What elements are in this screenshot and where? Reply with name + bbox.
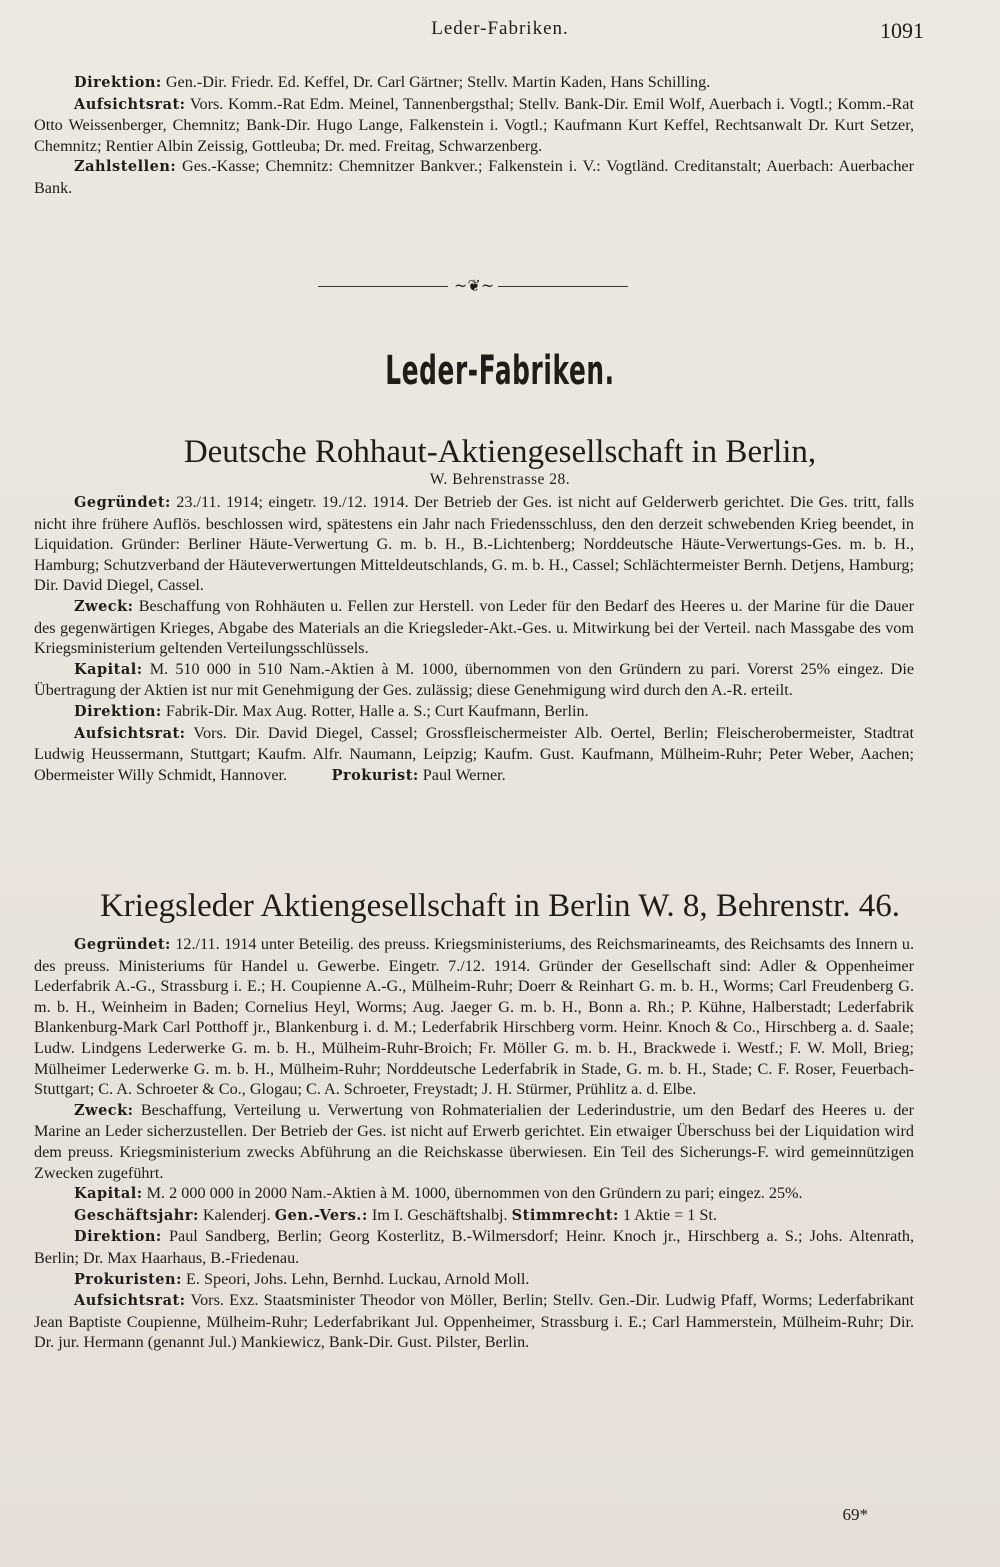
entry-text: Im I. Geschäftshalbj.	[371, 1205, 508, 1224]
entry-label: Aufsichtsrat:	[74, 1292, 186, 1310]
entry-paragraph	[34, 1269, 914, 1291]
divider-rule	[498, 286, 628, 287]
entry-paragraph	[34, 659, 914, 701]
entry-paragraph	[34, 701, 914, 723]
entry-paragraph	[34, 492, 914, 596]
entry-paragraph	[34, 596, 914, 659]
entry-text: M. 2 000 000 in 2000 Nam.-Aktien à M. 1000, übernommen von den Gründern zu pari; eingez. 25%.	[146, 1184, 803, 1203]
entry-label: Zweck:	[74, 597, 134, 615]
entry-text: Beschaffung von Rohhäuten u. Fellen zur Herstell. von Leder für den Bedarf des Heeres u. der Marine für die Dauer des gegenwärtigen Krieges, Abgabe des Materials an die Kriegsleder-Akt.-Ges. u. Mitwirkung bei der Verteil. nach Massgabe des vom Kriegsministerium geltenden Verteilungsschlüssels.	[34, 596, 914, 658]
entry-text: Fabrik-Dir. Max Aug. Rotter, Halle a. S.; Curt Kaufmann, Berlin.	[165, 701, 589, 720]
entry-label: Gegründet:	[74, 494, 171, 511]
entry-label: Gegründet:	[74, 936, 171, 953]
entry-label: Direktion:	[74, 74, 162, 91]
entry-label: Aufsichtsrat:	[74, 95, 186, 113]
ornamental-divider	[318, 276, 628, 296]
entry-paragraph	[34, 1226, 914, 1268]
page-number: 1091	[880, 18, 924, 43]
entry-label: Direktion:	[74, 702, 162, 720]
top-entry	[34, 72, 914, 199]
entry-paragraph	[34, 1100, 914, 1183]
company-address: W. Behrenstrasse 28.	[429, 471, 571, 488]
entry-label: Kapital:	[74, 1185, 143, 1203]
entry-label: Stimmrecht:	[511, 1206, 619, 1224]
entry-text: Paul Werner.	[422, 765, 506, 784]
entry-text: Beschaffung, Verteilung u. Verwertung von Rohmaterialien der Lederindustrie, um den Bedarf des Heeres u. der Marine an Leder sicherzustellen. Der Betrieb der Ges. ist nicht auf Erwerb gerichtet. Ein etwaiger Überschuss bei der Liquidation wird dem preuss. Kriegsministerium zwecks Abführung an die Reichskasse überwiesen. Ein Teil des Sicherungs-F. wird gemeinnützigen Zwecken zugeführt.	[34, 1100, 915, 1182]
entry-text: M. 510 000 in 510 Nam.-Aktien à M. 1000, übernommen von den Gründern zu pari. Vorerst 25% eingez. Die Übertragung der Aktien ist nur mit Genehmigung der Ges. zulässig; diese Genehmigung wird durch den A.-R. erteilt.	[34, 659, 915, 700]
entry-label: Zweck:	[74, 1101, 134, 1119]
company2-entry	[34, 934, 914, 1353]
section-title: Leder-Fabriken.	[385, 348, 615, 394]
folio-mark: 69*	[842, 1505, 868, 1524]
entry-text: Gen.-Dir. Friedr. Ed. Keffel, Dr. Carl Gärtner; Stellv. Martin Kaden, Hans Schilling.	[165, 73, 711, 91]
entry-label: Direktion:	[74, 1228, 162, 1246]
entry-paragraph	[34, 156, 914, 198]
entry-label: Geschäftsjahr:	[74, 1206, 199, 1224]
divider-rule	[318, 286, 448, 287]
entry-paragraph	[34, 934, 914, 1100]
divider-ornament: ~❦~	[454, 276, 495, 295]
company-title: Kriegsleder Aktiengesellschaft in Berlin W. 8, Behrenstr. 46.	[99, 888, 901, 924]
entry-label: Zahlstellen:	[74, 158, 177, 176]
entry-paragraph	[34, 1183, 914, 1205]
entry-paragraph	[34, 1290, 914, 1353]
entry-text: 23./11. 1914; eingetr. 19./12. 1914. Der Betrieb der Ges. ist nicht auf Gelderwerb gerichtet. Die Ges. tritt, falls nicht ihre frühere Auflös. beschlossen wird, spätestens ein Jahr nach Friedensschluss, den den derzeit schwebenden Krieg beendet, in Liquidation. Gründer: Berliner Häute-Verwertung G. m. b. H., B.-Lichtenberg; Norddeutsche Häute-Verwertungs-Ges. m. b. H., Hamburg; Schutzverband der Häuteverwertungen Mitteldeutschlands, G. m. b. H., Cassel; Schlächtermeister Bernh. Detjens, Hamburg; Dir. David Diegel, Cassel.	[34, 493, 914, 595]
entry-label: Kapital:	[74, 660, 143, 678]
company1-entry	[34, 492, 914, 786]
running-head-title: Leder-Fabriken.	[431, 18, 569, 39]
entry-text: Ges.-Kasse; Chemnitz: Chemnitzer Bankver.; Falkenstein i. V.: Vogtländ. Creditanstalt; Auerbach: Auerbacher Bank.	[34, 157, 914, 197]
entry-text: Kalenderj.	[202, 1205, 271, 1224]
entry-text: Vors. Dir. David Diegel, Cassel; Grossfleischermeister Alb. Oertel, Berlin; Fleischerobermeister, Stadtrat Ludwig Heussermann, Stuttgart; Kaufm. Alfr. Naumann, Leipzig; Kaufm. Gust. Kaufmann, Mülheim-Ruhr; Peter Weber, Aachen; Obermeister Willy Schmidt, Hannover.	[34, 723, 914, 784]
company-title: Deutsche Rohhaut-Aktiengesellschaft in Berlin,	[183, 434, 817, 470]
entry-text: E. Speori, Johs. Lehn, Bernhd. Luckau, Arnold Moll.	[185, 1269, 530, 1288]
entry-paragraph	[34, 94, 914, 157]
entry-text: Vors. Komm.-Rat Edm. Meinel, Tannenbergsthal; Stellv. Bank-Dir. Emil Wolf, Auerbach i. Vogtl.; Komm.-Rat Otto Weissenberger, Chemnitz; Bank-Dir. Hugo Lange, Falkenstein i. Vogtl.; Kaufmann Kurt Keffel, Rechtsanwalt Dr. Kurt Setzer, Chemnitz; Rentier Albin Zeissig, Gottleuba; Dr. med. Freitag, Schwarzenberg.	[34, 94, 914, 155]
entry-text: 1 Aktie = 1 St.	[622, 1205, 717, 1224]
entry-text: 12./11. 1914 unter Beteilig. des preuss. Kriegsministeriums, des Reichsmarineamts, des Reichsamts des Innern u. des preuss. Ministeriums für Handel u. Gewerbe. Eingetr. 7./12. 1914. Gründer der Gesellschaft sind: Adler & Oppenheimer Lederfabrik A.-G., Strassburg i. E.; H. Coupienne A.-G., Mülheim-Ruhr; Doerr & Reinhart G. m. b. H., Worms; Carl Freudenberg G. m. b. H., Weinheim in Baden; Cornelius Heyl, Worms; Aug. Jaeger G. m. b. H., Bonn a. Rh.; P. Kühne, Halberstadt; Lederfabrik Blankenburg-Mark Carl Potthoff jr., Blankenburg i. d. M.; Lederfabrik Hirschberg vorm. Heinr. Knoch & Co., Hirschberg a. d. Saale; Ludw. Lindgens Lederwerke G. m. b. H., Mülheim-Ruhr-Broich; Fr. Möller G. m. b. H., Brackwede i. Westf.; F. W. Moll, Brieg; Mülheimer Lederwerke G. m. b. H., Mülheim-Ruhr; Norddeutsche Lederfabrik in Stade, G. m. b. H., Stade; C. F. Roser, Feuerbach-Stuttgart; C. A. Schroeter & Co., Glogau; C. A. Schroeter, Freystadt; J. H. Stürmer, Prühlitz a. d. Elbe.	[34, 935, 915, 1099]
entry-paragraph	[34, 723, 914, 787]
running-head	[0, 18, 1000, 48]
entry-label: Gen.-Vers.:	[274, 1206, 368, 1224]
entry-label: Prokurist:	[331, 766, 419, 784]
entry-text: Vors. Exz. Staatsminister Theodor von Möller, Berlin; Stellv. Gen.-Dir. Ludwig Pfaff, Worms; Lederfabrikant Jean Baptiste Coupienne, Mülheim-Ruhr; Lederfabrikant Jul. Oppenheimer, Strassburg i. E.; Carl Hammerstein, Mülheim-Ruhr; Dir. Dr. jur. Hermann (genannt Jul.) Mankiewicz, Bank-Dir. Gust. Pilster, Berlin.	[34, 1291, 914, 1352]
entry-paragraph	[34, 1205, 914, 1227]
entry-label: Aufsichtsrat:	[74, 724, 186, 742]
entry-text: Paul Sandberg, Berlin; Georg Kosterlitz, B.-Wilmersdorf; Heinr. Knoch jr., Hirschberg a. S.; Johs. Altenrath, Berlin; Dr. Max Haarhaus, B.-Friedenau.	[34, 1227, 914, 1267]
entry-paragraph	[34, 72, 914, 94]
entry-label: Prokuristen:	[74, 1270, 182, 1288]
